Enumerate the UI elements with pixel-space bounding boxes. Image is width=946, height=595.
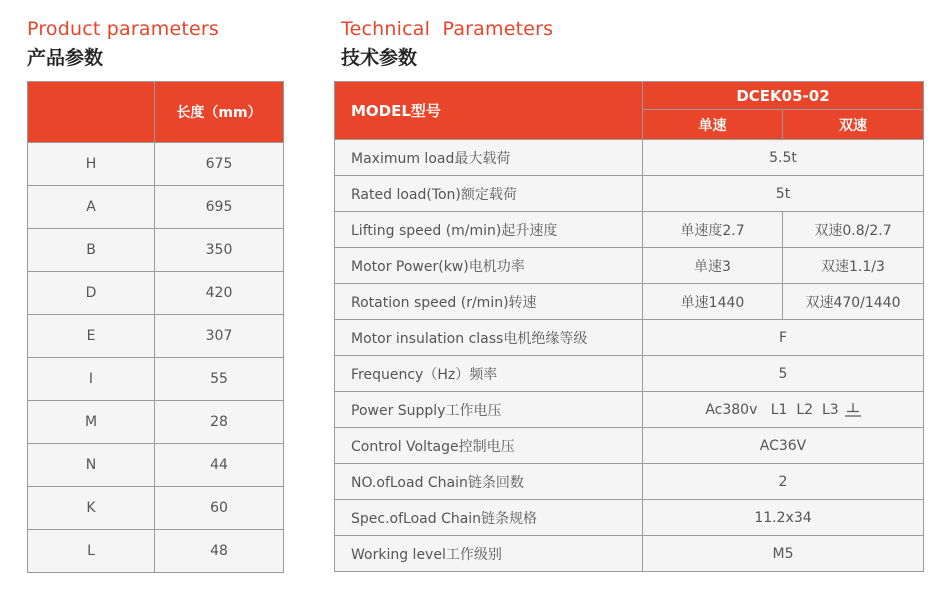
- parameter-label-cell: Motor insulation class电机绝缘等级: [335, 320, 643, 356]
- technical-parameters-table: [334, 81, 924, 572]
- dimension-label-cell: H: [28, 143, 155, 186]
- table-row: [335, 248, 924, 284]
- table-row: [335, 284, 924, 320]
- dimension-label-cell: D: [28, 272, 155, 315]
- parameter-value-cell: [643, 428, 924, 464]
- parameter-label-cell: Motor Power(kw)电机功率: [335, 248, 643, 284]
- double-speed-value-cell: 双速1.1/3: [783, 248, 924, 284]
- table-row: [28, 315, 284, 358]
- parameter-value-cell: [643, 320, 924, 356]
- single-speed-value-cell: 单速3: [643, 248, 783, 284]
- table-header-row: [335, 82, 924, 110]
- table-row: [335, 212, 924, 248]
- parameter-label-cell: Control Voltage控制电压: [335, 428, 643, 464]
- parameter-value-text: M5: [772, 545, 794, 562]
- product-parameters-title-en: Product parameters: [27, 18, 219, 40]
- parameter-value-text: 2: [778, 473, 788, 490]
- table-row: [335, 140, 924, 176]
- dimension-label-cell: L: [28, 530, 155, 573]
- dimension-value-cell: 695: [155, 186, 284, 229]
- parameter-label-cell: Maximum load最大载荷: [335, 140, 643, 176]
- parameter-value-text: 5t: [775, 185, 791, 202]
- product-parameters-heading: [27, 18, 219, 70]
- parameter-label-cell: NO.ofLoad Chain链条回数: [335, 464, 643, 500]
- parameter-value-cell: [643, 356, 924, 392]
- dimension-label-cell: N: [28, 444, 155, 487]
- parameter-value-cell: [643, 500, 924, 536]
- parameter-value-text: Ac380v L1 L2 L3: [705, 401, 839, 418]
- dimension-value-cell: 48: [155, 530, 284, 573]
- parameter-value-cell: [643, 536, 924, 572]
- parameter-value-cell: [643, 464, 924, 500]
- table-row: [28, 186, 284, 229]
- single-speed-value-cell: 单速度2.7: [643, 212, 783, 248]
- dimension-label-cell: I: [28, 358, 155, 401]
- model-header-cell: MODEL型号: [335, 82, 643, 140]
- parameter-value-cell: [643, 176, 924, 212]
- parameter-value-text: 5.5t: [769, 149, 797, 166]
- technical-parameters-title-en: Technical Parameters: [341, 18, 554, 40]
- dimension-value-cell: 28: [155, 401, 284, 444]
- dimension-value-cell: 420: [155, 272, 284, 315]
- table-row: [28, 358, 284, 401]
- table-row: [335, 176, 924, 212]
- dimension-value-cell: 44: [155, 444, 284, 487]
- table-row: [28, 272, 284, 315]
- table-row: [28, 401, 284, 444]
- technical-parameters-title-cn: 技术参数: [341, 47, 418, 69]
- dimension-value-cell: 60: [155, 487, 284, 530]
- dimension-label-cell: A: [28, 186, 155, 229]
- double-speed-header: 双速: [783, 110, 924, 140]
- dimension-label-cell: E: [28, 315, 155, 358]
- parameter-value-cell: [643, 392, 924, 428]
- double-speed-value-cell: 双速470/1440: [783, 284, 924, 320]
- length-header-cell: 长度（mm）: [155, 82, 284, 143]
- table-row: [335, 464, 924, 500]
- table-row: [28, 530, 284, 573]
- dimension-label-cell: M: [28, 401, 155, 444]
- table-row: [335, 428, 924, 464]
- parameter-value-text: AC36V: [759, 437, 807, 454]
- parameter-label-cell: Rotation speed (r/min)转速: [335, 284, 643, 320]
- parameter-label-cell: Frequency（Hz）频率: [335, 356, 643, 392]
- table-row: [335, 320, 924, 356]
- dimension-label-cell: K: [28, 487, 155, 530]
- technical-parameters-heading: [341, 18, 553, 70]
- parameter-value-cell: [643, 140, 924, 176]
- table-row: [28, 444, 284, 487]
- label-header-cell: [28, 82, 155, 143]
- parameter-label-cell: Spec.ofLoad Chain链条规格: [335, 500, 643, 536]
- ground-icon: [845, 402, 861, 418]
- single-speed-header: 单速: [643, 110, 783, 140]
- table-row: [335, 536, 924, 572]
- table-row: [28, 487, 284, 530]
- table-row: [28, 143, 284, 186]
- parameter-label-cell: Power Supply工作电压: [335, 392, 643, 428]
- double-speed-value-cell: 双速0.8/2.7: [783, 212, 924, 248]
- dimension-label-cell: B: [28, 229, 155, 272]
- dimension-value-cell: 675: [155, 143, 284, 186]
- single-speed-value-cell: 单速1440: [643, 284, 783, 320]
- product-parameters-title-cn: 产品参数: [27, 47, 104, 69]
- parameter-value-text: 11.2x34: [754, 509, 812, 526]
- table-header-row: [28, 82, 284, 143]
- parameter-value-text: F: [778, 329, 788, 346]
- table-row: [335, 356, 924, 392]
- dimension-value-cell: 350: [155, 229, 284, 272]
- table-row: [335, 392, 924, 428]
- parameter-label-cell: Rated load(Ton)额定载荷: [335, 176, 643, 212]
- product-parameters-table: [27, 81, 284, 573]
- model-name-cell: DCEK05-02: [643, 82, 924, 110]
- dimension-value-cell: 55: [155, 358, 284, 401]
- parameter-value-text: 5: [778, 365, 788, 382]
- parameter-label-cell: Working level工作级别: [335, 536, 643, 572]
- table-row: [335, 500, 924, 536]
- parameter-label-cell: Lifting speed (m/min)起升速度: [335, 212, 643, 248]
- table-row: [28, 229, 284, 272]
- dimension-value-cell: 307: [155, 315, 284, 358]
